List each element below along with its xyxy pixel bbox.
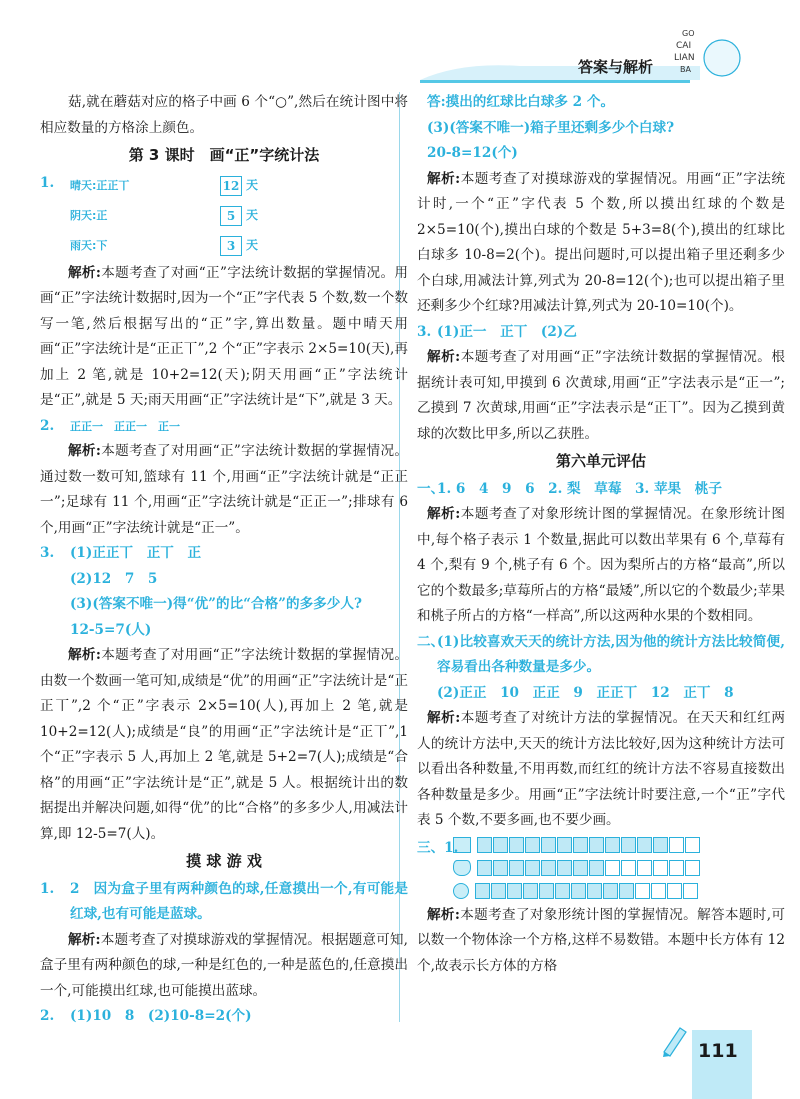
pictograph-cell	[603, 883, 618, 899]
pictograph-cell	[587, 883, 602, 899]
question-number: 二、	[417, 633, 445, 650]
analysis-paragraph	[417, 706, 785, 834]
analysis-label: 解析:	[68, 647, 101, 663]
ball-question-1	[40, 877, 408, 1005]
count-box: 12	[220, 176, 242, 196]
analysis-paragraph	[40, 643, 408, 847]
pictograph-cell	[669, 837, 684, 853]
answer-text: (2)正正 10 正正 9 正正丅 12 正丅 8	[437, 684, 734, 701]
logo-text-2: CAI	[676, 41, 692, 51]
pictograph-cell	[653, 860, 668, 876]
pictograph-cell	[637, 837, 652, 853]
pictograph-cells	[477, 837, 701, 853]
pictograph-cell	[525, 860, 540, 876]
pictograph-cell	[555, 883, 570, 899]
question-number: 一、	[417, 480, 445, 497]
pictograph-cell	[573, 860, 588, 876]
analysis-label: 解析:	[68, 443, 101, 459]
analysis-paragraph	[417, 502, 785, 630]
answer-text: (2)12 7 5	[70, 570, 158, 587]
section-heading-ball-game: 摸 球 游 戏	[186, 852, 262, 870]
pictograph-cell	[493, 860, 508, 876]
logo-text-1: GO	[682, 29, 695, 38]
pictograph-cell	[635, 883, 650, 899]
answer-text: (1)正一 正丅 (2)乙	[437, 323, 577, 340]
ball-question-2	[40, 1004, 408, 1030]
answer-text: 答:摸出的红球比白球多 2 个。	[427, 94, 615, 110]
pictograph-cell	[525, 837, 540, 853]
logo-text-3: LIAN	[674, 53, 695, 63]
question-number: 3.	[417, 323, 432, 340]
unit-label: 天	[246, 207, 259, 222]
analysis-label: 解析:	[427, 906, 460, 923]
logo-icon	[660, 20, 755, 90]
analysis-label: 解析:	[68, 264, 101, 281]
answer-text: 1. 6 4 9 6 2. 梨 草莓 3. 苹果 桃子	[437, 480, 722, 497]
page-number-tab	[692, 1030, 752, 1099]
pictograph-cell	[523, 883, 538, 899]
analysis-text: 本题考查了对象形统计图的掌握情况。解答本题时,可以数一个物体涂一个方格,这样不易数错。本题中长方体有 12 个,故表示长方体的方格	[417, 906, 785, 974]
unit-question-3	[417, 834, 785, 980]
analysis-text: 本题考查了对摸球游戏的掌握情况。根据题意可知,盒子里有两种颜色的球,一种是红色的,一种是蓝色的,任意摸出一个,可能摸出红球,也可能摸出蓝球。	[40, 931, 408, 999]
tally-row-sunny	[40, 171, 408, 201]
question-2	[40, 414, 408, 542]
pictograph-cell	[589, 860, 604, 876]
tally-label: 雨天:下	[70, 238, 108, 252]
answer-text: 2 因为盒子里有两种颜色的球,任意摸出一个,有可能是红球,也有可能是蓝球。	[70, 880, 408, 922]
unit-label: 天	[246, 177, 259, 192]
answer-text: (1)比较喜欢天天的统计方法,因为他的统计方法比较简便,容易看出各种数量是多少。	[437, 633, 785, 675]
pictograph-cell	[683, 883, 698, 899]
pictograph-cell	[685, 837, 700, 853]
header-band	[400, 54, 700, 80]
right-column	[417, 90, 785, 979]
analysis-label: 解析:	[427, 506, 461, 522]
tally-label: 晴天:正正丅	[70, 178, 130, 192]
question-number: 三、1.	[417, 839, 459, 856]
analysis-label: 解析:	[427, 710, 461, 726]
pictograph-cell	[477, 837, 492, 853]
tally-label: 阴天:正	[70, 208, 108, 222]
pictograph-cell	[541, 860, 556, 876]
section-heading-unit6: 第六单元评估	[555, 452, 646, 470]
logo-text-4: BA	[680, 65, 691, 74]
section-heading-lesson3: 第 3 课时 画“正”字统计法	[128, 146, 320, 164]
answer-text: (1)正正丅 正丅 正	[70, 545, 202, 561]
pictograph-cell	[493, 837, 508, 853]
analysis-paragraph	[40, 928, 408, 1005]
analysis-text: 本题考查了对用画“正”字法统计数据的掌握情况。由数一个数画一笔可知,成绩是“优”的用画“正”字法统计是“正正丅”,2 个“正”字表示 2×5=10(人),再加上 2 笔,就是 10+2=12(人);成绩是“良”的用画“正”字法统计是“正丅”,1 个“正”字表示 5 人,再加上 2 笔,就是 5+2=7(人);成绩是“合格”的用画“正”字法统计是“正”,就是 5 人。根据统计出的数据提出并解决问题,如得“优”的比“合格”的多多少人,用减法计算,即 12-5=7(人)。	[40, 647, 408, 842]
pictograph-cell	[637, 860, 652, 876]
sphere-icon	[453, 883, 469, 899]
analysis-text: 本题考查了对用画“正”字法统计数据的掌握情况。通过数一数可知,篮球有 11 个,用画“正”字法统计就是“正正一”;足球有 11 个,用画“正”字法统计就是“正正一”;排球有 6 个,用画“正”字法统计就是“正一”。	[40, 443, 408, 536]
unit-question-2	[417, 630, 785, 834]
pictograph-cell	[653, 837, 668, 853]
question-number: 2.	[40, 417, 55, 434]
pictograph-cell	[667, 883, 682, 899]
analysis-text: 本题考查了对象形统计图的掌握情况。在象形统计图中,每个格子表示 1 个数量,据此可以数出苹果有 6 个,草莓有 4 个,梨有 9 个,桃子有 6 个。因为梨所占的方格“最高”,所以它的个数最多;草莓所占的方格“最矮”,所以它的个数最少;苹果和桃子所占的方格“一样高”,所以这两种水果的个数相同。	[417, 506, 785, 624]
question-number: 1.	[40, 174, 55, 191]
analysis-text: 本题考查了对统计方法的掌握情况。在天天和红红两人的统计方法中,天天的统计方法比较好,因为这种统计方法可以看出各种数量,不用再数,而红红的统计方法不容易直接数出各种数量是多少。用画“正”字法统计时要注意,一个“正”字代表 5 个数,不要多画,也不要少画。	[417, 710, 785, 828]
analysis-label: 解析:	[427, 170, 461, 187]
answer-text: 12-5=7(人)	[70, 621, 152, 638]
pictograph-cell	[573, 837, 588, 853]
pictograph-cell	[669, 860, 684, 876]
analysis-paragraph	[40, 261, 408, 414]
pictograph-row-cuboid	[417, 834, 785, 857]
answer-text: (3)(答案不唯一)得“优”的比“合格”的多多少人?	[70, 596, 362, 612]
question-3	[40, 541, 408, 847]
pencil-icon	[660, 1022, 690, 1058]
answer-text: 20-8=12(个)	[427, 145, 518, 161]
question-number: 1.	[40, 880, 55, 897]
pictograph-cell	[475, 883, 490, 899]
pictograph-cell	[509, 860, 524, 876]
analysis-label: 解析:	[427, 349, 461, 365]
question-number: 2.	[40, 1008, 55, 1024]
pictograph-cell	[539, 883, 554, 899]
pictograph-cell	[557, 837, 572, 853]
pictograph-cell	[605, 860, 620, 876]
pictograph-cell	[621, 860, 636, 876]
unit-question-1	[417, 477, 785, 630]
analysis-paragraph	[417, 167, 785, 320]
analysis-text: 本题考查了对摸球游戏的掌握情况。用画“正”字法统计时,一个“正”字代表 5 个数,所以摸出红球的个数是 2×5=10(个),摸出白球的个数是 5+3=8(个),摸出的红球比白球多 10-8=2(个)。提出问题时,可以提出箱子里还剩多少个白球,用减法计算,列式为 20-8=12(个);也可以提出箱子里还剩多少个红球?用减法计算,列式为 20-10=10(个)。	[417, 170, 785, 314]
intro-text: 菇,就在蘑菇对应的格子中画 6 个“○”,然后在统计图中将相应数量的方格涂上颜色。	[40, 94, 408, 136]
cylinder-icon	[453, 860, 471, 876]
pictograph-cell	[589, 837, 604, 853]
header-title: 答案与解析	[578, 58, 654, 76]
analysis-paragraph	[417, 345, 785, 447]
pictograph-cell	[541, 837, 556, 853]
pictograph-cell	[685, 860, 700, 876]
analysis-paragraph	[417, 903, 785, 980]
pictograph-row-cylinder	[417, 857, 785, 880]
pictograph-cell	[491, 883, 506, 899]
pictograph-cells	[475, 883, 699, 899]
pictograph-cells	[477, 860, 701, 876]
pictograph-row-sphere	[417, 880, 785, 903]
answer-text: 正正一 正正一 正一	[70, 419, 180, 433]
header-rule	[420, 80, 690, 83]
pictograph-cell	[507, 883, 522, 899]
count-box: 3	[220, 236, 242, 256]
pictograph-cell	[621, 837, 636, 853]
left-column	[40, 90, 408, 1030]
count-box: 5	[220, 206, 242, 226]
question-1	[40, 171, 408, 414]
pictograph-cell	[651, 883, 666, 899]
analysis-text: 本题考查了对用画“正”字法统计数据的掌握情况。根据统计表可知,甲摸到 6 次黄球,用画“正”字法表示是“正一”;乙摸到 7 次黄球,用画“正”字法表示是“正丅”。因为乙摸到黄球的次数比甲多,所以乙获胜。	[417, 349, 785, 442]
tally-row-rainy	[40, 231, 408, 261]
page-number: 111	[698, 1040, 738, 1062]
tally-row-cloudy	[40, 201, 408, 231]
pictograph-cell	[557, 860, 572, 876]
analysis-text: 本题考查了对画“正”字法统计数据的掌握情况。用画“正”字法统计数据时,因为一个“正”字代表 5 个数,数一个数写一笔,然后根据写出的“正”字,算出数量。题中晴天用画“正”字法统计是“正正丅”,2 个“正”字表示 2×5=10(天),再加上 2 笔,就是 10+2=12(天);阴天用画“正”字法统计是“正”,就是 5 天;雨天用画“正”字法统计是“下”,就是 3 天。	[40, 264, 408, 408]
pictograph-cell	[509, 837, 524, 853]
question-number: 3.	[40, 545, 55, 561]
pictograph-cell	[619, 883, 634, 899]
pictograph-cell	[477, 860, 492, 876]
pictograph-cell	[571, 883, 586, 899]
answer-text: (1)10 8 (2)10-8=2(个)	[70, 1008, 252, 1024]
analysis-paragraph	[40, 439, 408, 541]
ball-question-3	[417, 320, 785, 448]
answer-text: (3)(答案不唯一)箱子里还剩多少个白球?	[427, 119, 675, 136]
unit-label: 天	[246, 237, 259, 252]
pictograph-cell	[605, 837, 620, 853]
analysis-label: 解析:	[68, 931, 101, 948]
